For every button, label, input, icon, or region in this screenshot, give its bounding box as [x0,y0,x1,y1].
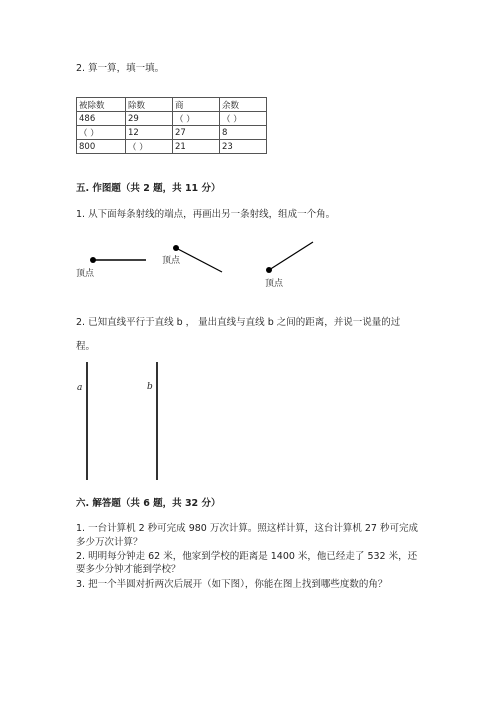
table-cell-blank[interactable]: （ ） [77,126,126,140]
header-divisor: 除数 [126,98,173,112]
header-remainder: 余数 [220,98,267,112]
section-6-question-1-line-1: 1. 一台计算机 2 秒可完成 980 万次计算。照这样计算，这台计算机 27 秒可完成 [76,523,418,534]
header-quotient: 商 [173,98,220,112]
ray-3 [266,242,313,273]
table-cell: 12 [126,126,173,140]
table-cell: 8 [220,126,267,140]
header-dividend: 被除数 [77,98,126,112]
table-cell: 486 [77,112,126,126]
table-cell: 800 [77,140,126,154]
table-cell-blank[interactable]: （ ） [173,112,220,126]
section-5-question-2-line-1: 2. 已知直线平行于直线 b ， 量出直线与直线 b 之间的距离，并说一说量的过 [76,317,401,328]
line-a-label: a [77,383,83,393]
section-6-question-2-line-2: 要多少分钟才能到学校？ [76,564,181,575]
line-b-label: b [147,382,153,392]
parallel-lines [87,362,157,480]
question-2-prompt: 2. 算一算，填一填。 [76,63,165,74]
section-6-title: 六. 解答题（共 6 题，共 32 分） [76,498,221,509]
vertex-label-1: 顶点 [76,269,95,279]
table-cell: 27 [173,126,220,140]
table-cell-blank[interactable]: （ ） [126,140,173,154]
section-5-question-2-line-2: 程。 [76,341,96,352]
table-cell-blank[interactable]: （ ） [220,112,267,126]
vertex-label-2: 顶点 [162,256,181,266]
ray-2 [173,245,222,272]
table-cell: 21 [173,140,220,154]
table-cell: 23 [220,140,267,154]
table-cell: 29 [126,112,173,126]
section-5-title: 五. 作图题（共 2 题，共 11 分） [76,183,221,194]
section-5-question-1: 1. 从下面每条射线的端点，再画出另一条射线，组成一个角。 [76,209,336,220]
section-6-question-3: 3. 把一个半圆对折两次后展开（如下图），你能在图上找到哪些度数的角？ [76,579,388,590]
section-6-question-2-line-1: 2. 明明每分钟走 62 米，他家到学校的距离是 1400 米，他已经走了 532 米，还 [76,551,418,562]
vertex-label-3: 顶点 [265,279,284,289]
ray-1 [90,257,146,263]
section-6-question-1-line-2: 多少万次计算？ [76,537,143,548]
